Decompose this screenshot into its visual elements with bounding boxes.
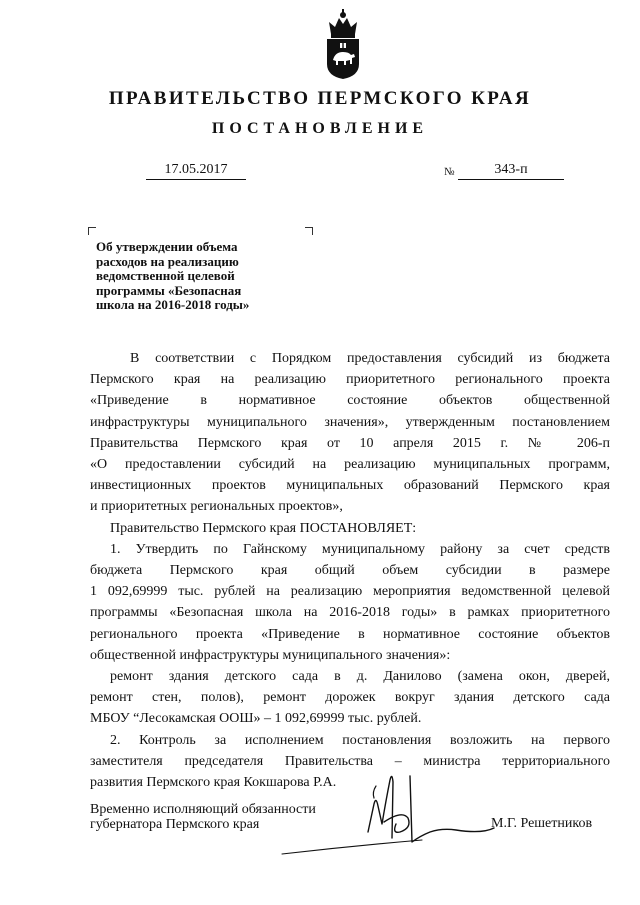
body-line: регионального проекта «Приведение в нормативное состояние объектов — [90, 626, 610, 642]
body-line: Правительства Пермского края от 10 апреля 2015 г. № 206-п — [90, 435, 610, 451]
coat-of-arms-icon — [323, 8, 363, 80]
body-line: инфраструктуры муниципального значения», утвержденным постановлением — [90, 414, 610, 430]
subject-line: программы «Безопасная — [96, 282, 242, 298]
body-line: развития Пермского края Кокшарова Р.А. — [90, 775, 337, 791]
body-line: «О предоставлении субсидий на реализацию муниципальных программ, — [90, 457, 610, 473]
number-sign: № — [444, 166, 455, 178]
body-line: инвестиционных проектов муниципальных образований Пермского края — [90, 478, 610, 494]
signatory-position-line: губернатора Пермского края — [90, 817, 260, 832]
body-line: программы «Безопасная школа на 2016-2018 годы» в рамках приоритетного — [90, 605, 610, 621]
handwritten-signature — [272, 762, 502, 862]
subject-line: Об утверждении объема — [96, 239, 238, 254]
body-line: общественной инфраструктуры муниципального значения»: — [90, 647, 451, 663]
subject-line: расходов на реализацию — [96, 253, 239, 269]
body-line: 2. Контроль за исполнением постановления возложить на первого — [110, 732, 610, 748]
subject-corner-right — [305, 227, 313, 235]
body-line: и приоритетных региональных проектов», — [90, 499, 343, 515]
body-line: 1 092,69999 тыс. рублей на реализацию мероприятия ведомственной целевой — [90, 584, 610, 600]
body-line: «Приведение в нормативное состояние объектов общественной — [90, 393, 610, 409]
body-line: ремонт здания детского сада в д. Данилово (замена окон, дверей, — [110, 669, 610, 685]
body-line: Правительство Пермского края ПОСТАНОВЛЯЕТ: — [110, 520, 417, 536]
document-date: 17.05.2017 — [146, 162, 246, 180]
body-line: Пермского края на реализацию приоритетного регионального проекта — [90, 372, 610, 388]
subject-line: ведомственной целевой — [96, 268, 235, 284]
organization-title: ПРАВИТЕЛЬСТВО ПЕРМСКОГО КРАЯ — [108, 88, 532, 109]
signatory-position-line: Временно исполняющий обязанности — [90, 802, 316, 817]
body-line: 1. Утвердить по Гайнскому муниципальному району за счет средств — [110, 541, 610, 557]
body-line: МБОУ “Лесокамская ООШ» – 1 092,69999 тыс. рублей. — [90, 711, 422, 727]
subject-line: школа на 2016-2018 годы» — [96, 297, 250, 313]
body-line: В соответствии с Порядком предоставления субсидий из бюджета — [130, 351, 610, 366]
signatory-name: М.Г. Решетников — [491, 816, 593, 831]
document-subject — [96, 240, 296, 313]
body-line: бюджета Пермского края общий объем субсидии в размере — [90, 563, 610, 579]
body-line: ремонт стен, полов), ремонт дорожек вокруг здания детского сада — [90, 690, 610, 706]
subject-corner-left — [88, 227, 96, 235]
body-line: заместителя председателя Правительства – министра территориального — [90, 753, 610, 769]
document-body — [90, 348, 610, 793]
document-number: 343-п — [458, 162, 564, 180]
document-type: ПОСТАНОВЛЕНИЕ — [211, 120, 429, 137]
